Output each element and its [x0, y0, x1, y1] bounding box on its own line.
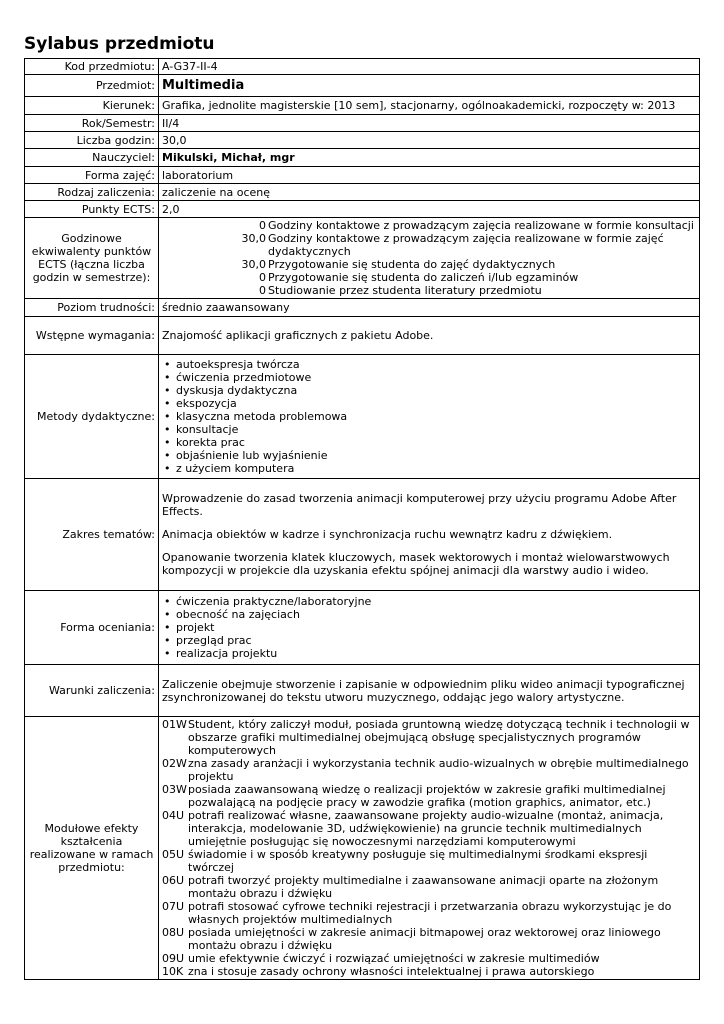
list-item: • przegląd prac	[162, 634, 696, 647]
outcome-text: posiada umiejętności w zakresie animacji bitmapowej oraz wektorowej oraz liniowego montażu obrazu i dźwięku	[188, 926, 661, 952]
list-item: • ekspozycja	[162, 397, 696, 410]
value-forma: laboratorium	[159, 167, 700, 184]
zakres-paragraph: Wprowadzenie do zasad tworzenia animacji komputerowej przy użyciu programu Adobe After Effects.	[162, 492, 677, 518]
row-rok	[25, 115, 700, 132]
list-item: • konsultacje	[162, 423, 696, 436]
outcome-row	[162, 952, 696, 965]
row-zaliczenie	[25, 184, 700, 201]
list-item: • ćwiczenia praktyczne/laboratoryjne	[162, 595, 696, 608]
label-przedmiot: Przedmiot:	[25, 75, 159, 97]
ects-hours-row	[162, 232, 696, 258]
outcome-text: świadomie i w sposób kreatywny posługuje się multimedialnymi środkami ekspresji twórczej	[188, 848, 648, 874]
outcome-text: zna i stosuje zasady ochrony własności intelektualnej i prawa autorskiego	[188, 965, 595, 978]
outcome-text: posiada zaawansowaną wiedzę o realizacji projektów w zakresie grafiki multimedialnej pozwalającą na podjęcie pracy w zawodzie grafika (motion graphics, animator, etc.)	[188, 783, 666, 809]
ects-hours-row	[162, 219, 696, 232]
ects-hours-row	[162, 271, 696, 284]
label-zaliczenie: Rodzaj zaliczenia:	[25, 184, 159, 201]
label-poziom: Poziom trudności:	[25, 299, 159, 317]
outcome-code: 08U	[162, 926, 185, 939]
list-item: • objaśnienie lub wyjaśnienie	[162, 449, 696, 462]
outcome-row	[162, 809, 696, 848]
outcome-text: potrafi tworzyć projekty multimedialne i zaawansowane animacji oparte na złożonym montażu obrazu i dźwięku	[188, 874, 659, 900]
outcome-text: Student, który zaliczył moduł, posiada gruntowną wiedzę dotyczącą technik i technologii w obszarze grafiki multimedialnej obejmującą obsługę specjalistycznych programów komputerowych	[188, 718, 690, 757]
row-kod	[25, 59, 700, 75]
value-poziom: średnio zaawansowany	[159, 299, 700, 317]
ects-hours-value: 0	[259, 219, 266, 232]
value-zaliczenie: zaliczenie na ocenę	[159, 184, 700, 201]
syllabus-table	[24, 58, 700, 980]
outcome-code: 03W	[162, 783, 187, 796]
outcome-code: 09U	[162, 952, 185, 965]
outcome-row	[162, 718, 696, 757]
zakres-paragraph: Opanowanie tworzenia klatek kluczowych, masek wektorowych i montaż wielowarstwowych kompozycji w projekcie dla uzyskania efektu spójnej animacji dla warstwy audio i wideo.	[162, 551, 670, 577]
row-poziom	[25, 299, 700, 317]
value-przedmiot: Multimedia	[159, 75, 700, 97]
label-ects: Punkty ECTS:	[25, 201, 159, 218]
value-warunki: Zaliczenie obejmuje stworzenie i zapisanie w odpowiednim pliku wideo animacji typograficznej zsynchronizowanej do tekstu utworu muzycznego, oddając jego walory artystyczne.	[159, 665, 700, 717]
value-nauczyciel: Mikulski, Michał, mgr	[159, 149, 700, 167]
label-forma: Forma zajęć:	[25, 167, 159, 184]
row-forma	[25, 167, 700, 184]
ects-hours-text: Studiowanie przez studenta literatury przedmiotu	[268, 284, 542, 297]
value-metody	[159, 355, 700, 479]
value-zakres	[159, 479, 700, 591]
list-item: • z użyciem komputera	[162, 462, 696, 475]
ects-hours-text: Godziny kontaktowe z prowadzącym zajęcia realizowane w formie zajęć dydaktycznych	[268, 232, 664, 258]
value-wymagania: Znajomość aplikacji graficznych z pakietu Adobe.	[159, 317, 700, 355]
row-efekty	[25, 717, 700, 980]
row-ects-breakdown	[25, 218, 700, 299]
outcome-text: potrafi realizować własne, zaawansowane projekty audio-wizualne (montaż, animacja, interakcja, modelowanie 3D, udźwiękowienie) na gruncie technik multimedialnych umiejętnie posługując się nowoczesnymi narzędziami komputerowymi	[188, 809, 664, 848]
outcome-code: 10K	[162, 965, 184, 978]
outcome-row	[162, 874, 696, 900]
ects-hours-text: Przygotowanie się studenta do zaliczeń i/lub egzaminów	[268, 271, 579, 284]
row-ects	[25, 201, 700, 218]
label-rok: Rok/Semestr:	[25, 115, 159, 132]
row-godziny	[25, 132, 700, 149]
row-wymagania	[25, 317, 700, 355]
outcome-row	[162, 965, 696, 978]
label-efekty: Modułowe efekty kształcenia realizowane w ramach przedmiotu:	[25, 717, 159, 980]
page-title: Sylabus przedmiotu	[24, 34, 215, 54]
value-forma-oceniania	[159, 591, 700, 665]
row-przedmiot	[25, 75, 700, 97]
row-nauczyciel	[25, 149, 700, 167]
outcome-text: potrafi stosować cyfrowe techniki rejestracji i przetwarzania obrazu wykorzystując je do własnych projektów multimedialnych	[188, 900, 672, 926]
label-warunki: Warunki zaliczenia:	[25, 665, 159, 717]
ects-hours-value: 30,0	[241, 232, 266, 245]
row-kierunek	[25, 97, 700, 115]
row-metody	[25, 355, 700, 479]
label-godziny: Liczba godzin:	[25, 132, 159, 149]
label-metody: Metody dydaktyczne:	[25, 355, 159, 479]
list-item: • obecność na zajęciach	[162, 608, 696, 621]
outcome-row	[162, 900, 696, 926]
outcome-text: umie efektywnie ćwiczyć i rozwiązać umiejętności w zakresie multimediów	[188, 952, 600, 965]
zakres-paragraph: Animacja obiektów w kadrze i synchronizacja ruchu wewnątrz kadru z dźwiękiem.	[162, 528, 613, 541]
outcome-code: 06U	[162, 874, 185, 887]
outcome-code: 02W	[162, 757, 187, 770]
label-ects-breakdown: Godzinowe ekwiwalenty punktów ECTS (łączna liczba godzin w semestrze):	[25, 218, 159, 299]
label-kierunek: Kierunek:	[25, 97, 159, 115]
outcome-code: 01W	[162, 718, 187, 731]
value-godziny: 30,0	[159, 132, 700, 149]
metody-list	[162, 358, 696, 475]
label-wymagania: Wstępne wymagania:	[25, 317, 159, 355]
row-forma-oceniania	[25, 591, 700, 665]
label-nauczyciel: Nauczyciel:	[25, 149, 159, 167]
list-item: • ćwiczenia przedmiotowe	[162, 371, 696, 384]
forma-oceniania-list	[162, 595, 696, 660]
list-item: • realizacja projektu	[162, 647, 696, 660]
outcome-row	[162, 757, 696, 783]
ects-hours-text: Godziny kontaktowe z prowadzącym zajęcia realizowane w formie konsultacji	[268, 219, 694, 232]
ects-hours-row	[162, 258, 696, 271]
row-zakres	[25, 479, 700, 591]
ects-hours-value: 30,0	[241, 258, 266, 271]
ects-hours-value: 0	[259, 284, 266, 297]
outcome-text: zna zasady aranżacji i wykorzystania technik audio-wizualnych w obrębie multimedialnego projektu	[188, 757, 689, 783]
outcome-row	[162, 848, 696, 874]
outcome-row	[162, 926, 696, 952]
list-item: • autoekspresja twórcza	[162, 358, 696, 371]
list-item: • klasyczna metoda problemowa	[162, 410, 696, 423]
value-kierunek: Grafika, jednolite magisterskie [10 sem], stacjonarny, ogólnoakademicki, rozpoczęty w: 2013	[159, 97, 700, 115]
outcome-code: 07U	[162, 900, 185, 913]
ects-hours-row	[162, 284, 696, 297]
label-zakres: Zakres tematów:	[25, 479, 159, 591]
outcome-code: 05U	[162, 848, 185, 861]
value-kod: A-G37-II-4	[159, 59, 700, 75]
list-item: • dyskusja dydaktyczna	[162, 384, 696, 397]
value-efekty	[159, 717, 700, 980]
list-item: • projekt	[162, 621, 696, 634]
list-item: • korekta prac	[162, 436, 696, 449]
value-rok: II/4	[159, 115, 700, 132]
value-ects: 2,0	[159, 201, 700, 218]
ects-hours-value: 0	[259, 271, 266, 284]
outcome-row	[162, 783, 696, 809]
label-forma-oceniania: Forma oceniania:	[25, 591, 159, 665]
outcome-code: 04U	[162, 809, 185, 822]
value-ects-breakdown	[159, 218, 700, 299]
row-warunki	[25, 665, 700, 717]
ects-hours-text: Przygotowanie się studenta do zajęć dydaktycznych	[268, 258, 556, 271]
label-kod: Kod przedmiotu:	[25, 59, 159, 75]
